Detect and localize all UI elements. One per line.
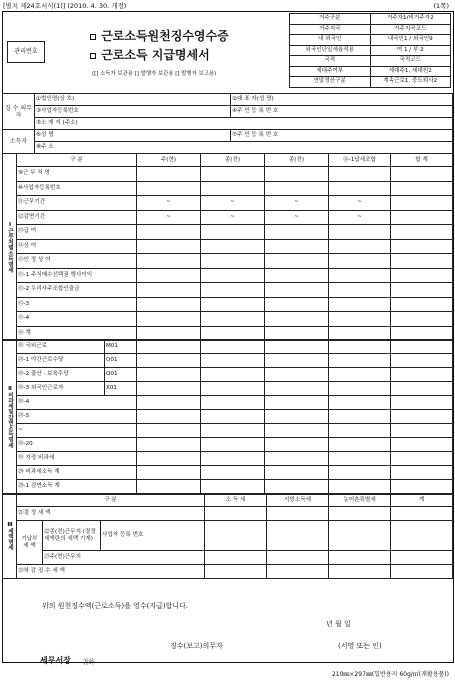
withholding-income-tax[interactable] (205, 565, 267, 579)
s1-cell[interactable]: ~ (201, 210, 265, 225)
s1-row-label: ⑮-3 (17, 297, 137, 312)
form-title-1: 근로소득원천징수영수증 (90, 27, 229, 44)
s2-cell[interactable] (201, 382, 265, 396)
s2-cell[interactable] (391, 354, 453, 368)
s1-cell[interactable] (265, 312, 329, 327)
s1-cell[interactable] (265, 297, 329, 312)
s1-cell[interactable] (391, 210, 453, 225)
s2-row-label: ~ (17, 424, 137, 438)
s1-head-3: 종(전) (265, 154, 329, 167)
s2-row-label: ⑳-1 감면소득 계 (17, 480, 137, 494)
s1-cell[interactable] (391, 312, 453, 327)
s2-cell[interactable] (265, 424, 329, 438)
title-block (2, 11, 452, 94)
s2-cell[interactable] (201, 480, 265, 494)
s1-cell[interactable] (201, 268, 265, 283)
s2-cell[interactable] (201, 438, 265, 452)
earner-resident-number: ⑦주 민 등 록 번 호 (231, 130, 453, 142)
s1-cell[interactable] (329, 297, 391, 312)
s2-cell[interactable] (329, 410, 391, 424)
s2-cell[interactable] (201, 410, 265, 424)
s1-cell[interactable] (265, 181, 329, 196)
s1-cell[interactable]: ~ (201, 196, 265, 211)
s1-row-label: ⑭상 여 (17, 239, 137, 254)
s1-cell[interactable] (137, 312, 201, 327)
s1-cell[interactable] (201, 225, 265, 240)
residency-value: 국적코드 (370, 56, 451, 67)
s2-cell[interactable] (201, 452, 265, 466)
copy-type-options: ([] 소득자 보관용 [] 발행자 보관용 [] 발행자 보고용) (92, 71, 217, 77)
payer-resident-number: ④주 민 등 록 번 호 (231, 106, 453, 118)
s1-cell[interactable] (201, 239, 265, 254)
s1-row-label: ⑯ 계 (17, 326, 137, 341)
residency-label: 세대주여부 (290, 66, 371, 77)
s1-cell[interactable] (201, 283, 265, 298)
residency-value: 세대주1, 세대원2 (370, 66, 451, 77)
s1-row-label: ⑬급 여 (17, 225, 137, 240)
s1-cell[interactable] (137, 167, 201, 182)
s1-row-label: ⑫감면기간 (17, 210, 137, 225)
s2-cell[interactable] (201, 466, 265, 480)
residency-label: 연말정산구분 (290, 77, 371, 88)
s2-cell[interactable] (265, 396, 329, 410)
s1-row-label: ⑮-1 주식매수선택권 행사이익 (17, 268, 137, 283)
s1-cell[interactable] (329, 167, 391, 182)
s1-head-1: 주(현) (137, 154, 201, 167)
s2-cell[interactable] (201, 354, 265, 368)
s1-cell[interactable] (391, 254, 453, 269)
earner-name: ⑥성 명 (35, 130, 231, 142)
s2-cell[interactable] (265, 354, 329, 368)
s1-cell[interactable] (265, 283, 329, 298)
s1-cell[interactable]: ~ (329, 210, 391, 225)
s2-cell[interactable] (137, 438, 201, 452)
form-reference: [별지 제24호서식(1)] (2010. 4. 30. 개정) (3, 2, 127, 10)
s2-cell[interactable] (137, 368, 201, 382)
determined-rural-value[interactable] (329, 507, 391, 521)
payer-company-name: ①법인명(상 호) (35, 94, 231, 106)
previous-rural-tax[interactable] (329, 521, 391, 551)
residency-label: 거주구분 (290, 14, 371, 25)
payer-label: 징 수 의무자 (3, 94, 35, 130)
determined-local-value[interactable] (267, 507, 329, 521)
s2-cell[interactable] (329, 382, 391, 396)
s1-cell[interactable] (391, 239, 453, 254)
withholding-local-tax[interactable] (267, 565, 329, 579)
determined-total-value[interactable] (391, 507, 453, 521)
s1-cell[interactable] (329, 239, 391, 254)
s2-cell[interactable] (265, 410, 329, 424)
s2-cell[interactable] (137, 354, 201, 368)
withholding-total[interactable] (391, 565, 453, 579)
s1-cell[interactable] (201, 254, 265, 269)
s1-cell[interactable] (329, 268, 391, 283)
s2-row-label: ⑱-1 야간근로수당 (17, 354, 105, 368)
s1-cell[interactable] (201, 167, 265, 182)
s2-cell[interactable] (265, 452, 329, 466)
s1-cell[interactable] (265, 254, 329, 269)
payer-earner-table (2, 93, 453, 154)
s2-cell[interactable] (391, 340, 453, 354)
s1-cell[interactable]: ~ (329, 196, 391, 211)
s2-row-label: ⑱-4 (17, 396, 137, 410)
s2-cell[interactable] (329, 438, 391, 452)
residency-label: 외국인단일세율적용 (290, 45, 371, 56)
s1-cell[interactable] (137, 239, 201, 254)
s1-cell[interactable] (329, 254, 391, 269)
previous-total[interactable] (391, 521, 453, 551)
s2-cell[interactable] (137, 382, 201, 396)
s1-head-4: ⑯-1납세조합 (329, 154, 391, 167)
s2-row-code: X01 (105, 382, 137, 396)
previous-income-tax[interactable] (205, 521, 267, 551)
s2-cell[interactable] (265, 480, 329, 494)
previous-workplace-label: ㉒종(전)근무지 (결정세액란의 세액 기재) (43, 521, 101, 551)
determined-tax-value[interactable] (205, 507, 267, 521)
earner-label: 소득자 (3, 130, 35, 154)
s2-cell[interactable] (201, 368, 265, 382)
residency-value: 계속근로1, 중도퇴사2 (370, 77, 451, 88)
paper-spec: 210㎜×297㎜(일반용지 60g/㎡(재활용품)) (331, 671, 449, 678)
payer-business-number: ③사업자등록번호 (35, 106, 231, 118)
s1-head-0: 구 분 (17, 154, 137, 167)
s1-cell[interactable] (391, 268, 453, 283)
s2-row-label: ⑱-20 (17, 438, 137, 452)
section1-income-table (2, 153, 453, 341)
s2-cell[interactable] (201, 340, 265, 354)
s1-cell[interactable] (137, 283, 201, 298)
s2-cell[interactable] (265, 368, 329, 382)
section3-label: Ⅲ세액명세 (3, 495, 17, 579)
s1-cell[interactable]: ~ (137, 196, 201, 211)
s2-cell[interactable] (391, 368, 453, 382)
s2-cell[interactable] (329, 354, 391, 368)
s1-cell[interactable] (201, 312, 265, 327)
current-income-tax[interactable] (205, 551, 267, 565)
s1-cell[interactable] (329, 225, 391, 240)
s3-head-total: 계 (391, 495, 453, 507)
current-workplace-label: ㉓주(현)근무지 (43, 551, 205, 565)
earner-address: ⑧주 소 (35, 142, 453, 154)
residency-value: 내국인1 / 외국인9 (370, 35, 451, 46)
s2-cell[interactable] (391, 410, 453, 424)
s1-cell[interactable]: ~ (265, 210, 329, 225)
s1-row-label: ⑮-2 우리사주조합인출금 (17, 283, 137, 298)
s1-cell[interactable] (391, 283, 453, 298)
management-number-label: 관리번호 (7, 41, 45, 63)
s2-row-code: M01 (105, 340, 137, 354)
s2-cell[interactable] (265, 438, 329, 452)
form-title-2: 근로소득 지급명세서 (90, 46, 210, 63)
s3-head-local-tax: 지방소득세 (267, 495, 329, 507)
s1-cell[interactable] (137, 254, 201, 269)
residency-label: 거주지국 (290, 24, 371, 35)
s3-head-income-tax: 소 득 세 (205, 495, 267, 507)
s1-cell[interactable]: ~ (137, 210, 201, 225)
s1-cell[interactable] (265, 239, 329, 254)
s1-row-label: ⑪근무기간 (17, 196, 137, 211)
s1-cell[interactable] (265, 225, 329, 240)
s1-cell[interactable] (329, 283, 391, 298)
s1-cell[interactable] (137, 225, 201, 240)
s1-row-label: ⑨근 무 처 명 (17, 167, 137, 182)
date-line: 년 월 일 (326, 620, 351, 628)
prepaid-tax-label: 기납부 세 액 (17, 521, 43, 565)
s2-cell[interactable] (329, 396, 391, 410)
signature-note: (서명 또는 인) (338, 642, 382, 650)
s2-cell[interactable] (329, 368, 391, 382)
s1-cell[interactable]: ~ (265, 196, 329, 211)
payer-representative: ②대 표 자(성 명) (231, 94, 453, 106)
s1-head-2: 종(전) (201, 154, 265, 167)
s2-cell[interactable] (391, 480, 453, 494)
s1-cell[interactable] (391, 225, 453, 240)
withholding-tax-label: ㉔차 감 징 수 세 액 (17, 565, 205, 579)
business-number-label: 사업자 등록 번호 (101, 521, 205, 551)
s2-cell[interactable] (329, 424, 391, 438)
payer-address: ⑤소 재 지 (주소) (35, 118, 453, 130)
s2-row-label: ⑱-5 (17, 410, 137, 424)
s2-row-label: ⑱ 국외근로 (17, 340, 105, 354)
s2-cell[interactable] (391, 452, 453, 466)
residency-table (289, 13, 451, 88)
s1-cell[interactable] (329, 181, 391, 196)
s2-cell[interactable] (265, 340, 329, 354)
s1-head-5: 합 계 (391, 154, 453, 167)
residency-label: 국적 (290, 56, 371, 67)
payer-signature-label: 징수(보고)의무자 (170, 642, 223, 650)
section2-label: Ⅱ비과세및감면소득명세 (3, 340, 17, 494)
determined-tax-label: ㉑결 정 세 액 (17, 507, 205, 521)
s2-cell[interactable] (391, 438, 453, 452)
s2-cell[interactable] (329, 340, 391, 354)
s2-cell[interactable] (391, 396, 453, 410)
s1-cell[interactable] (137, 181, 201, 196)
s2-row-code: O01 (105, 354, 137, 368)
s1-cell[interactable] (391, 196, 453, 211)
section2-nontaxable-table (2, 339, 453, 494)
s2-cell[interactable] (391, 466, 453, 480)
section3-tax-table (2, 494, 453, 579)
s2-cell[interactable] (391, 382, 453, 396)
s2-row-code: Q01 (105, 368, 137, 382)
s2-cell[interactable] (329, 480, 391, 494)
withholding-rural-tax[interactable] (329, 565, 391, 579)
s1-cell[interactable] (391, 167, 453, 182)
s2-cell[interactable] (137, 424, 201, 438)
s3-head-category: 구 분 (17, 495, 205, 507)
s2-cell[interactable] (137, 466, 201, 480)
s2-cell[interactable] (137, 480, 201, 494)
s2-cell[interactable] (201, 396, 265, 410)
page-label: (1쪽) (433, 2, 449, 10)
s3-head-rural-tax: 농어촌특별세 (329, 495, 391, 507)
s1-row-label: ⑮-4 (17, 312, 137, 327)
receipt-statement: 위의 원천징수액(근로소득)을 영수(지급)합니다. (42, 602, 189, 610)
s2-cell[interactable] (265, 382, 329, 396)
s2-row-label: ⑳ 비과세소득 계 (17, 466, 137, 480)
s2-cell[interactable] (137, 452, 201, 466)
s1-cell[interactable] (137, 297, 201, 312)
s1-cell[interactable] (201, 181, 265, 196)
current-rural-tax[interactable] (329, 551, 391, 565)
s1-cell[interactable] (265, 268, 329, 283)
residency-value: 거주지국코드 (370, 24, 451, 35)
residency-value: 거주자1/비거주자2 (370, 14, 451, 25)
previous-local-tax[interactable] (267, 521, 329, 551)
s2-row-label: ⑱-2 출산 · 보육수당 (17, 368, 105, 382)
s1-cell[interactable] (391, 297, 453, 312)
s1-row-label: ⑩사업자등록번호 (17, 181, 137, 196)
residency-label: 내 외국인 (290, 35, 371, 46)
s2-cell[interactable] (137, 410, 201, 424)
s1-cell[interactable] (137, 268, 201, 283)
current-total[interactable] (391, 551, 453, 565)
tax-office-head: 세무서장 (40, 656, 71, 665)
s1-cell[interactable] (329, 312, 391, 327)
s2-cell[interactable] (201, 424, 265, 438)
s1-row-label: ⑮인 정 상 여 (17, 254, 137, 269)
s2-cell[interactable] (329, 452, 391, 466)
s1-cell[interactable] (265, 167, 329, 182)
current-local-tax[interactable] (267, 551, 329, 565)
s2-cell[interactable] (137, 340, 201, 354)
s2-cell[interactable] (391, 424, 453, 438)
s2-row-label: ⑱-3 외국인근로자 (17, 382, 105, 396)
s2-cell[interactable] (329, 466, 391, 480)
s1-cell[interactable] (201, 297, 265, 312)
s1-cell[interactable] (391, 181, 453, 196)
section1-label: Ⅰ근무처별소득명세 (3, 154, 17, 341)
residency-value: 여 1 / 부 2 (370, 45, 451, 56)
honorific: 귀하 (82, 658, 95, 666)
s2-cell[interactable] (265, 466, 329, 480)
s2-cell[interactable] (137, 396, 201, 410)
s2-row-label: ⑲ 지정 비과세 (17, 452, 137, 466)
